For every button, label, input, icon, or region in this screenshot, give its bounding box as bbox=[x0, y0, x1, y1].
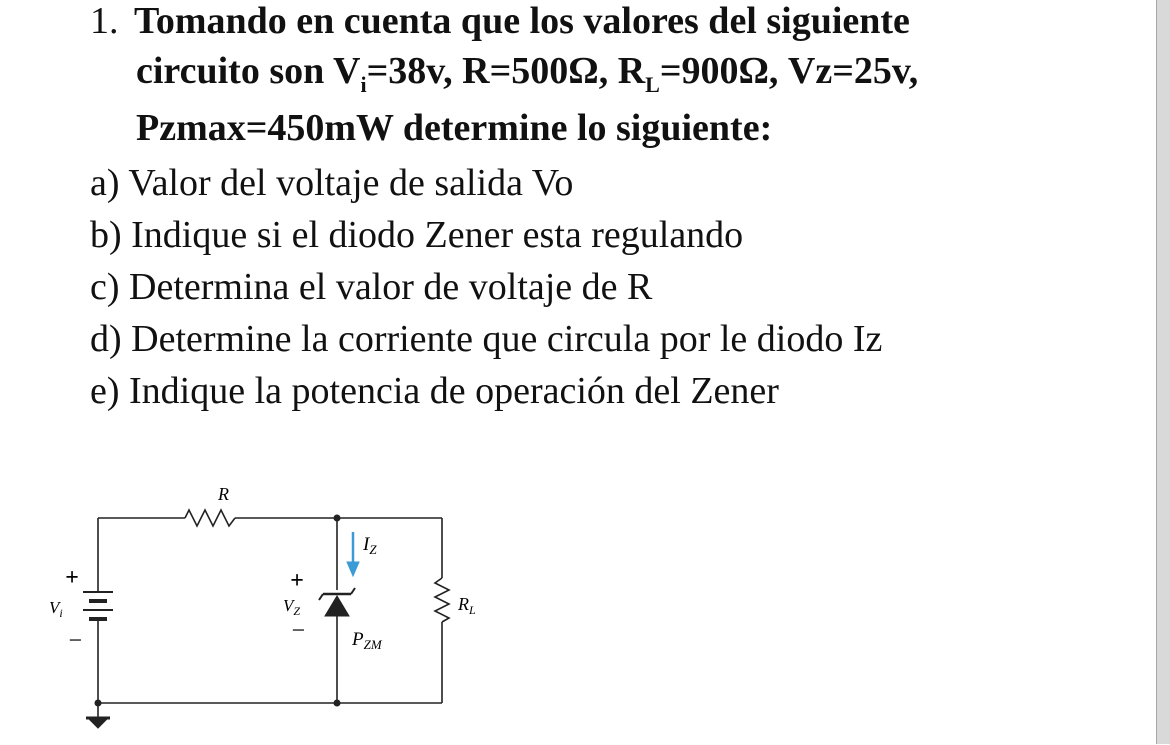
ground-symbol bbox=[86, 718, 110, 728]
zener-diode bbox=[319, 588, 355, 616]
label-vi: $V_i$ bbox=[49, 598, 63, 620]
label-iz: $I_Z$ bbox=[363, 534, 377, 557]
item-d: d) Determine la corriente que circula por le diodo Iz bbox=[90, 318, 883, 360]
question-text-2c: =900Ω, Vz=25v, bbox=[659, 50, 919, 92]
item-e: e) Indique la potencia de operación del Zener bbox=[90, 370, 779, 412]
label-vi-plus: + bbox=[65, 565, 79, 591]
item-c: c) Determina el valor de voltaje de R bbox=[90, 266, 653, 308]
question-text-2a: circuito son V bbox=[136, 50, 361, 92]
label-rl: $R_L$ bbox=[458, 594, 476, 617]
question-line-3 bbox=[136, 105, 772, 151]
question-line-1 bbox=[90, 0, 910, 44]
resistor-r bbox=[185, 510, 235, 526]
label-vz-plus: + bbox=[290, 568, 304, 594]
item-a: a) Valor del voltaje de salida Vo bbox=[90, 162, 574, 204]
node-dots bbox=[95, 515, 341, 707]
resistor-rl bbox=[435, 578, 449, 622]
zener-circuit-diagram bbox=[45, 470, 476, 745]
circuit-svg bbox=[45, 470, 476, 740]
label-vi-minus: − bbox=[67, 628, 84, 654]
question-text-3: Pzmax=450mW determine lo siguiente: bbox=[136, 107, 773, 149]
label-r: R bbox=[218, 484, 229, 504]
question-line-2 bbox=[136, 48, 919, 97]
current-arrow-iz bbox=[347, 532, 359, 576]
question-text-2b: =38v, R=500Ω, R bbox=[366, 50, 646, 92]
label-pzm: $P_{ZM}$ bbox=[352, 629, 382, 652]
rl-subscript: L bbox=[645, 72, 660, 97]
window-right-edge bbox=[1156, 0, 1170, 744]
vi-subscript: i bbox=[360, 72, 367, 97]
question-text-1: Tomando en cuenta que los valores del siguiente bbox=[134, 0, 910, 42]
question-number: 1. bbox=[90, 0, 119, 42]
battery-vi bbox=[83, 592, 113, 619]
label-vz-minus: − bbox=[290, 618, 307, 644]
label-vz: $V_Z$ bbox=[283, 596, 301, 618]
item-b: b) Indique si el diodo Zener esta regulando bbox=[90, 214, 744, 256]
